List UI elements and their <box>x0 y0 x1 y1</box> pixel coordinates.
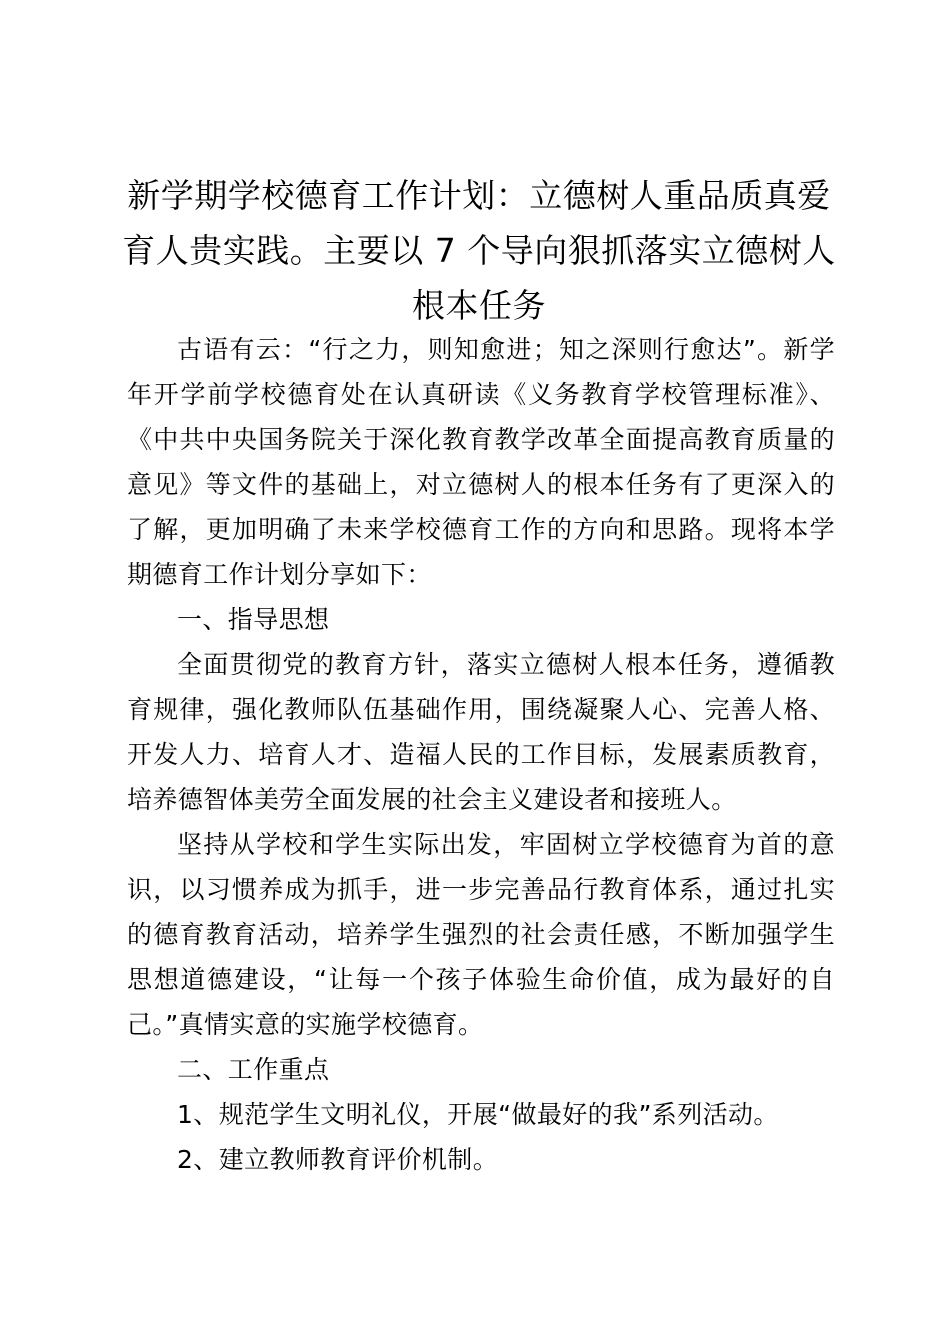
guiding-ideology-paragraph-2: 坚持从学校和学生实际出发，牢固树立学校德育为首的意识，以习惯养成为抓手，进一步完善品行教育体系，通过扎实的德育教育活动，培养学生强烈的社会责任感，不断加强学生思想道德建设，“让每一个孩子体验生命价值，成为最好的自己。”真情实意的实施学校德育。 <box>127 830 835 1039</box>
intro-paragraph: 古语有云：“行之力，则知愈进；知之深则行愈达”。新学年开学前学校德育处在认真研读《义务教育学校管理标准》、《中共中央国务院关于深化教育教学改革全面提高教育质量的意见》等文件的基础上，对立德树人的根本任务有了更深入的了解，更加明确了未来学校德育工作的方向和思路。现将本学期德育工作计划分享如下： <box>127 335 835 589</box>
guiding-ideology-paragraph-1: 全面贯彻党的教育方针，落实立德树人根本任务，遵循教育规律，强化教师队伍基础作用，围绕凝聚人心、完善人格、开发人力、培育人才、造福人民的工作目标，发展素质教育，培养德智体美劳全面发展的社会主义建设者和接班人。 <box>127 650 835 814</box>
section-heading-guiding-ideology: 一、指导思想 <box>177 605 330 634</box>
work-focus-item: 1、规范学生文明礼仪，开展“做最好的我”系列活动。 <box>177 1100 779 1129</box>
section-heading-work-focus: 二、工作重点 <box>177 1055 330 1084</box>
document-title: 新学期学校德育工作计划：立德树人重品质真爱育人贵实践。主要以 7 个导向狠抓落实立德树人根本任务 <box>122 176 836 325</box>
document-body <box>127 327 835 1182</box>
work-focus-item: 2、建立教师教育评价机制。 <box>177 1145 499 1174</box>
